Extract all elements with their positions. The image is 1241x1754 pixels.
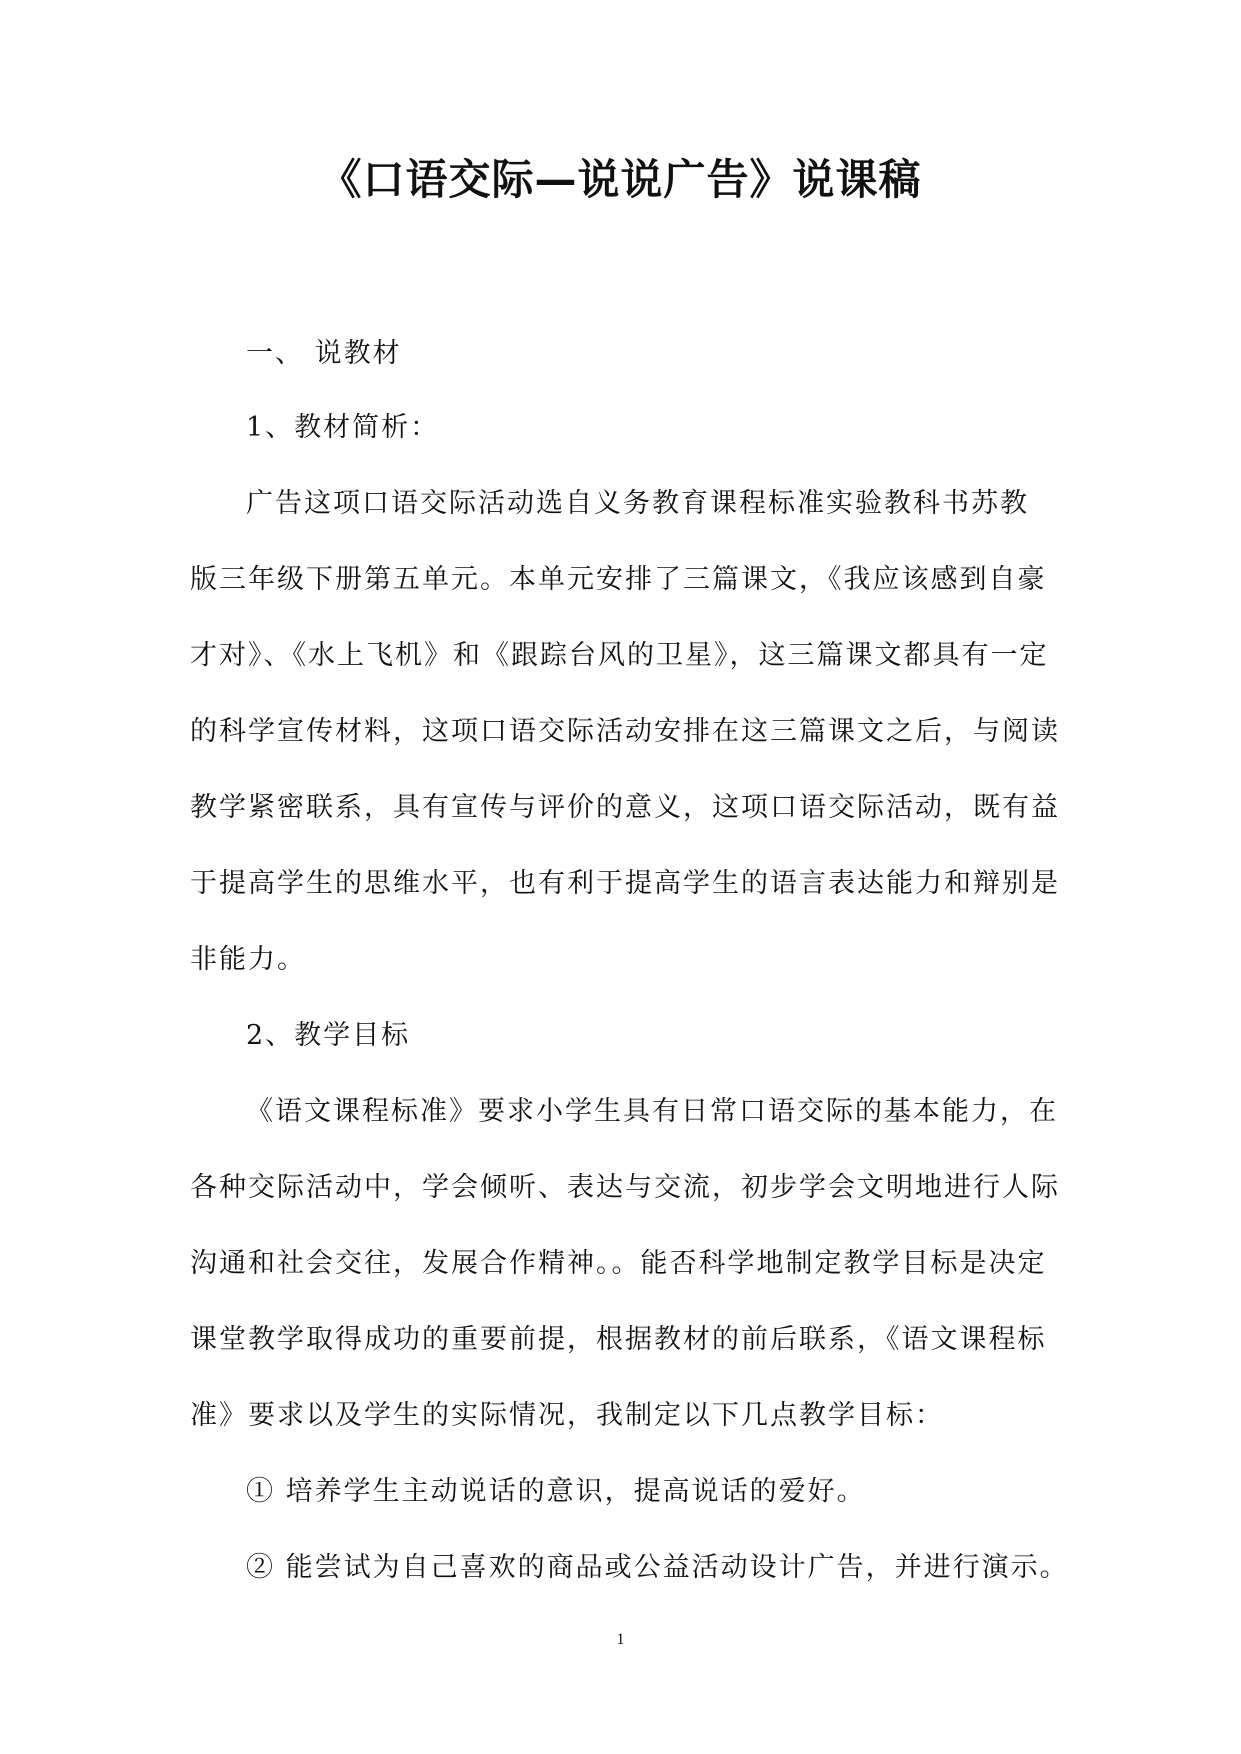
paragraph-line: 沟通和社会交往，发展合作精神。。能否科学地制定教学目标是决定 bbox=[190, 1248, 1047, 1279]
paragraph-line: 的科学宣传材料，这项口语交际活动安排在这三篇课文之后，与阅读 bbox=[190, 716, 1060, 747]
paragraph-line: 非能力。 bbox=[190, 944, 306, 975]
teaching-goal-item: ① 培养学生主动说话的意识，提高说话的爱好。 bbox=[246, 1476, 866, 1507]
subheading-teaching-goals: 2、教学目标 bbox=[246, 1020, 411, 1051]
paragraph-line: 版三年级下册第五单元。本单元安排了三篇课文，《我应该感到自豪 bbox=[190, 564, 1047, 595]
subheading-textbook-analysis: 1、教材简析： bbox=[246, 412, 440, 443]
document-title: 《口语交际—说说广告》说课稿 bbox=[319, 155, 922, 204]
paragraph-line: 于提高学生的思维水平，也有利于提高学生的语言表达能力和辩别是 bbox=[190, 868, 1060, 899]
page-number: 1 bbox=[616, 1631, 625, 1648]
paragraph-line: 《语文课程标准》要求小学生具有日常口语交际的基本能力，在 bbox=[246, 1096, 1058, 1127]
paragraph-line: 广告这项口语交际活动选自义务教育课程标准实验教科书苏教 bbox=[246, 488, 1029, 519]
paragraph-line: 课堂教学取得成功的重要前提，根据教材的前后联系，《语文课程标 bbox=[190, 1324, 1047, 1355]
paragraph-line: 各种交际活动中，学会倾听、表达与交流，初步学会文明地进行人际 bbox=[190, 1172, 1060, 1203]
paragraph-line: 教学紧密联系，具有宣传与评价的意义，这项口语交际活动，既有益 bbox=[190, 792, 1060, 823]
paragraph-line: 才对》、《水上飞机》和《跟踪台风的卫星》，这三篇课文都具有一定 bbox=[190, 640, 1049, 671]
paragraph-line: 准》要求以及学生的实际情况，我制定以下几点教学目标： bbox=[190, 1400, 944, 1431]
teaching-goal-item: ② 能尝试为自己喜欢的商品或公益活动设计广告，并进行演示。 bbox=[246, 1552, 1069, 1583]
section-heading-textbook: 一、 说教材 bbox=[246, 338, 402, 369]
